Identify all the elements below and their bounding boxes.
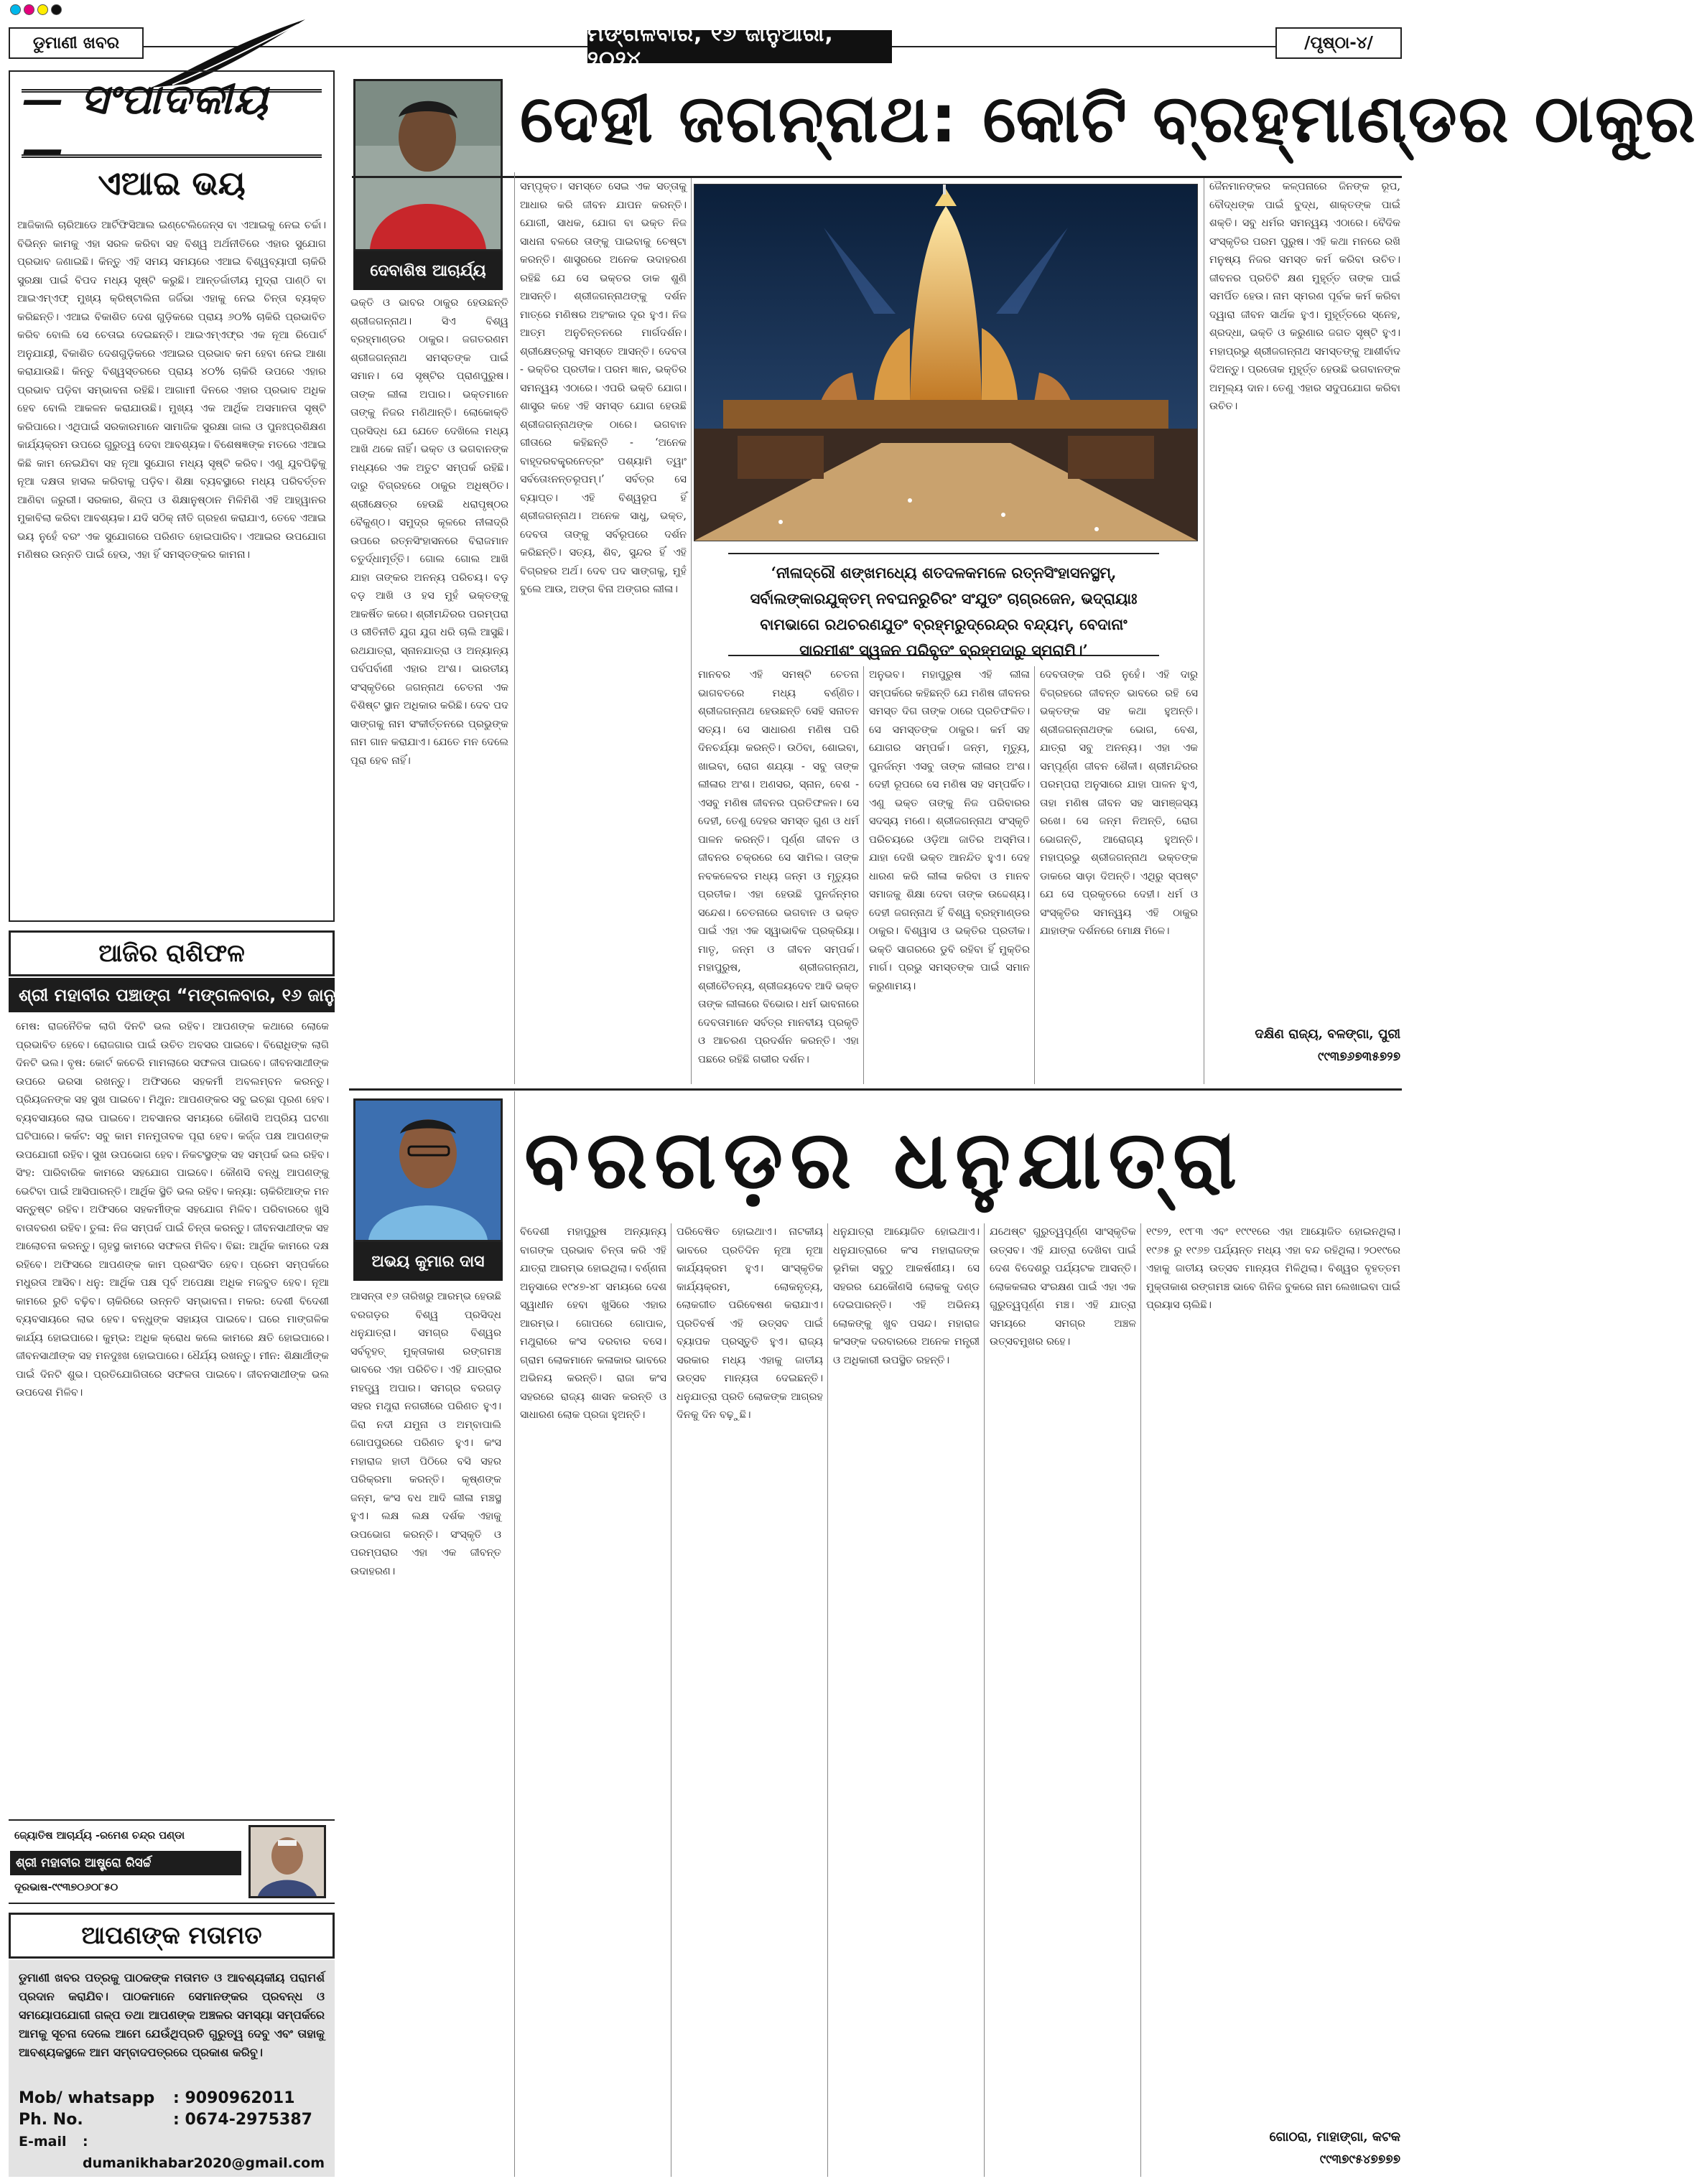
article1-col1-text: ଭକ୍ତି ଓ ଭାବର ଠାକୁର ହେଉଛନ୍ତି ଶ୍ରୀଜଗନ୍ନାଥ। ସିଏ ବିଶ୍ୱ ବ୍ରହ୍ମାଣ୍ଡର ଠାକୁର। ଜଗତରଣମ ଶ୍ରୀଜଗନ୍ନାଥ ସମସ୍ତଙ୍କ ପାଇଁ ସମାନ। ସେ ସୃଷ୍ଟିର ପ୍ରାଣପୁରୁଷ। ତାଙ୍କ ଲୀଳା ଅପାର। ଭକ୍ତମାନେ ତାଙ୍କୁ ନିଜର ମଣିଥାନ୍ତି। ଲୋକୋକ୍ତି ପ୍ରସିଦ୍ଧ ଯେ ଯେତେ ଦେଖିଲେ ମଧ୍ୟ ଆଖି ଥକେ ନାହିଁ। ଭକ୍ତ ଓ ଭଗବାନଙ୍କ ମଧ୍ୟରେ ଏକ ଅତୁଟ ସମ୍ପର୍କ ରହିଛି। ଦାରୁ ବିଗ୍ରହରେ ଠାକୁର ଅଧିଷ୍ଠିତ। ଶ୍ରୀକ୍ଷେତ୍ର ହେଉଛି ଧରାପୃଷ୍ଠର ବୈକୁଣ୍ଠ। ସମୁଦ୍ର କୂଳରେ ନୀଳାଦ୍ରି ଉପରେ ରତ୍ନସିଂହାସନରେ ବିରାଜମାନ ଚତୁର୍ଦ୍ଧାମୂର୍ତ୍ତି। ଗୋଲ ଗୋଲ ଆଖି ଯାହା ତାଙ୍କର ଅନନ୍ୟ ପରିଚୟ। ବଡ଼ ବଡ଼ ଆଖି ଓ ହସ ମୁହଁ ଭକ୍ତଙ୍କୁ ଆକର୍ଷିତ କରେ। ଶ୍ରୀମନ୍ଦିରର ପରମ୍ପରା ଓ ରୀତିନୀତି ଯୁଗ ଯୁଗ ଧରି ଚାଲି ଆସୁଛି। ରଥଯାତ୍ରା, ସ୍ନାନଯାତ୍ରା ଓ ଅନ୍ୟାନ୍ୟ ପର୍ବପର୍ବାଣୀ ଏହାର ଅଂଶ। ଭାରତୀୟ ସଂସ୍କୃତିରେ ଜଗନ୍ନାଥ ଚେତନା ଏକ ବିଶିଷ୍ଟ ସ୍ଥାନ ଅଧିକାର କରିଛି। ଦେବ ପଦ ସାଙ୍ଗକୁ ନାମ ସଂକୀର୍ତ୍ତନରେ ପ୍ରଭୁଙ୍କ ନାମ ଗାନ କରାଯାଏ। ଯେତେ ମନ ଦେଲେ ପୂରା ହେବ ନାହିଁ। (350, 297, 508, 767)
article1-col4: ଅନୁଭବ। ମହାପୁରୁଷ ଏହି ଲୀଳା ସମ୍ପର୍କରେ କହିଛନ୍ତି ଯେ ମଣିଷ ଜୀବନର ସମସ୍ତ ଦିଗ ତାଙ୍କ ଠାରେ ପ୍ରତିଫଳିତ। ସେ ସମସ୍ତଙ୍କ ଠାକୁର। କର୍ମ ସହ ଯୋଗର ସମ୍ପର୍କ। ଜନ୍ମ, ମୃତ୍ୟୁ, ପୁନର୍ଜନ୍ମ ଏସବୁ ତାଙ୍କ ଲୀଳାର ଅଂଶ। ଦେହୀ ରୂପରେ ସେ ମଣିଷ ସହ ସମ୍ପର୍କିତ। ଏଣୁ ଭକ୍ତ ତାଙ୍କୁ ନିଜ ପରିବାରର ସଦସ୍ୟ ମଣେ। ଶ୍ରୀଜଗନ୍ନାଥ ସଂସ୍କୃତି ପରିଚୟରେ ଓଡ଼ିଆ ଜାତିର ଅସ୍ମିତା। ଯାହା ଦେଖି ଭକ୍ତ ଆନନ୍ଦିତ ହୁଏ। ଦେହ ଧାରଣ କରି ଲୀଳା କରିବା ଓ ମାନବ ସମାଜକୁ ଶିକ୍ଷା ଦେବା ତାଙ୍କ ଉଦ୍ଦେଶ୍ୟ। ଦେହୀ ଜଗନ୍ନାଥ ହିଁ ବିଶ୍ୱ ବ୍ରହ୍ମାଣ୍ଡର ଠାକୁର। ବିଶ୍ୱାସ ଓ ଭକ୍ତିର ପ୍ରତୀକ। ଭକ୍ତି ସାଗରରେ ଡୁବି ରହିବା ହିଁ ମୁକ୍ତିର ମାର୍ଗ। ପ୍ରଭୁ ସମସ୍ତଙ୍କ ପାଇଁ ସମାନ କରୁଣାମୟ। (869, 669, 1030, 992)
column-rule (691, 178, 692, 1084)
article1-author-name: ଦେବାଶିଷ ଆଚାର୍ଯ୍ୟ (353, 251, 503, 290)
editorial-body: ଆଜିକାଲି ଚାରିଆଡେ ଆର୍ଟିଫିସିଆଲ ଇଣ୍ଟେଲିଜେନ୍ସ ବା ଏଆଇକୁ ନେଇ ଚର୍ଚ୍ଚା। ବିଭିନ୍ନ କାମକୁ ଏହା ସରଳ କରିବା ସହ ବିଶ୍ୱ ଅର୍ଥନୀତିରେ ଏହାର ସୁଯୋଗ ପ୍ରଭାବ ଜଣାଇଛି। କିନ୍ତୁ ଏହି ସମୟ ସମୟରେ ଏଆଇ ବିଶ୍ୱବ୍ୟାପୀ ଚାକିରି ସୁରକ୍ଷା ପାଇଁ ବିପଦ ମଧ୍ୟ ସୃଷ୍ଟି କରୁଛି। ଆନ୍ତର୍ଜାତୀୟ ମୁଦ୍ରା ପାଣ୍ଠି ବା ଆଇଏମ୍ଏଫ୍ ମୁଖ୍ୟ କ୍ରିଷ୍ଟାଲିନା ଜର୍ଜିଭା ଏହାକୁ ନେଇ ଚିନ୍ତା ବ୍ୟକ୍ତ କରିଛନ୍ତି। ଏଆଇ ବିକାଶିତ ଦେଶ ଗୁଡ଼ିକରେ ପ୍ରାୟ ୬୦% ଚାକିରି ପ୍ରଭାବିତ କରିବ ବୋଲି ସେ ଚେତାଇ ଦେଇଛନ୍ତି। ଆଇଏମ୍ଏଫ୍‌ର ଏକ ନୂଆ ରିପୋର୍ଟ ଅନୁଯାୟୀ, ବିକାଶିତ ଦେଶଗୁଡ଼ିକରେ ଏଆଇର ପ୍ରଭାବ କମ ହେବା ନେଇ ଆଶା କରାଯାଉଛି। କିନ୍ତୁ ବିଶ୍ୱସ୍ତରରେ ପ୍ରାୟ ୪୦% ଚାକିରି ଉପରେ ଏହାର ପ୍ରଭାବ ପଡ଼ିବା ସମ୍ଭାବନା ରହିଛି। ଆଗାମୀ ଦିନରେ ଏହାର ପ୍ରଭାବ ଅଧିକ ହେବ ବୋଲି ଆକଳନ କରାଯାଉଛି। ମୁଖ୍ୟ ଏକ ଆର୍ଥିକ ଅସମାନତା ସୃଷ୍ଟି କରିପାରେ। ଏଥିପାଇଁ ସରକାରମାନେ ସାମାଜିକ ସୁରକ୍ଷା ଜାଲ ଓ ପୁନଃପ୍ରଶିକ୍ଷଣ କାର୍ଯ୍ୟକ୍ରମ ଉପରେ ଗୁରୁତ୍ୱ ଦେବା ଆବଶ୍ୟକ। ବିଶେଷଜ୍ଞଙ୍କ ମତରେ ଏଆଇ କିଛି କାମ ନେଇଯିବା ସହ ନୂଆ ସୁଯୋଗ ମଧ୍ୟ ସୃଷ୍ଟି କରିବ। ଏଣୁ ଯୁବପିଢ଼ିକୁ ନୂଆ ଦକ୍ଷତା ହାସଲ କରିବାକୁ ପଡ଼ିବ। ଶିକ୍ଷା ବ୍ୟବସ୍ଥାରେ ମଧ୍ୟ ପରିବର୍ତ୍ତନ ଆଣିବା ଜରୁରୀ। ସରକାର, ଶିଳ୍ପ ଓ ଶିକ୍ଷାନୁଷ୍ଠାନ ମିଳିମିଶି ଏହି ଆହ୍ୱାନର ମୁକାବିଲା କରିବା ଆବଶ୍ୟକ। ଯଦି ସଠିକ୍ ନୀତି ଗ୍ରହଣ କରାଯାଏ, ତେବେ ଏଆଇ ଭୟ ନୁହେଁ ବରଂ ଏକ ସୁଯୋଗରେ ପରିଣତ ହୋଇପାରିବ। ଏଆଇର ଉପଯୋଗ ମଣିଷର ଉନ୍ନତି ପାଇଁ ହେଉ, ଏହା ହିଁ ସମସ୍ତଙ୍କର କାମନା। (17, 220, 326, 561)
editorial-title: ଏଆଇ ଭୟ (98, 164, 246, 202)
email-value[interactable]: : dumanikhabar2020@gmail.com (82, 2134, 325, 2171)
horoscope-subheading: ଶ୍ରୀ ମହାବୀର ପଞ୍ଚାଙ୍ଗ “ମଙ୍ଗଳବାର, ୧୬ ଜାନୁଆରୀ, ୨୦୨୪ (9, 978, 335, 1012)
opinion-heading: ଆପଣଙ୍କ ମତାମତ (9, 1913, 335, 1959)
date-line: ମଙ୍ଗଳବାର, ୧୬ ଜାନୁଆରୀ, ୨୦୨୪ (587, 30, 892, 63)
mobile-row (19, 2088, 325, 2109)
article2-author-name: ଅଭୟ କୁମାର ଦାସ (353, 1242, 503, 1281)
column-rule (827, 1223, 828, 2177)
article1-byline-phone: ୯୯୩୭୬୭୩୫୭୨୭ (1318, 1050, 1400, 1064)
cyan-dot-icon (10, 4, 21, 15)
phone-label: Ph. No. (19, 2111, 83, 2129)
article2-col1: ଆସନ୍ତା ୧୬ ତାରିଖରୁ ଆରମ୍ଭ ହେଉଛି ବରଗଡ଼ର ବିଶ୍ୱ ପ୍ରସିଦ୍ଧ ଧନୁଯାତ୍ରା। ସମଗ୍ର ବିଶ୍ୱର ସର୍ବବୃହତ୍ ମୁକ୍ତାକାଶ ରଙ୍ଗମଞ୍ଚ ଭାବରେ ଏହା ପରିଚିତ। ଏହି ଯାତ୍ରାର ମହତ୍ତ୍ୱ ଅପାର। ସମଗ୍ର ବରଗଡ଼ ସହର ମଥୁରା ନଗରୀରେ ପରିଣତ ହୁଏ। ଜିରା ନଦୀ ଯମୁନା ଓ ଅମ୍ବାପାଲି ଗୋପପୁରରେ ପରିଣତ ହୁଏ। କଂସ ମହାରାଜ ହାତୀ ପିଠିରେ ବସି ସହର ପରିକ୍ରମା କରନ୍ତି। କୃଷ୍ଣଙ୍କ ଜନ୍ମ, କଂସ ବଧ ଆଦି ଲୀଳା ମଞ୍ଚସ୍ଥ ହୁଏ। ଲକ୍ଷ ଲକ୍ଷ ଦର୍ଶକ ଏହାକୁ ଉପଭୋଗ କରନ୍ତି। ସଂସ୍କୃତି ଓ ପରମ୍ପରାର ଏହା ଏକ ଜୀବନ୍ତ ଉଦାହରଣ। (350, 1291, 501, 1577)
opinion-box (9, 1960, 335, 2177)
astrologer-name: ଜ୍ୟୋତିଷ ଆଚାର୍ଯ୍ୟ -ରମେଶ ଚନ୍ଦ୍ର ପଣ୍ଡା (14, 1829, 185, 1842)
article2-col3: ପରିବେଷିତ ହୋଇଥାଏ। ନାଟକୀୟ ଭାବରେ ପ୍ରତିଦିନ ନୂଆ ନୂଆ କାର୍ଯ୍ୟକ୍ରମ ହୁଏ। ସାଂସ୍କୃତିକ କାର୍ଯ୍ୟକ୍ରମ, ଲୋକନୃତ୍ୟ, ଲୋକଗୀତ ପରିବେଷଣ କରାଯାଏ। ପ୍ରତିବର୍ଷ ଏହି ଉତ୍ସବ ପାଇଁ ବ୍ୟାପକ ପ୍ରସ୍ତୁତି ହୁଏ। ରାଜ୍ୟ ସରକାର ମଧ୍ୟ ଏହାକୁ ଜାତୀୟ ଉତ୍ସବ ମାନ୍ୟତା ଦେଇଛନ୍ତି। ଧନୁଯାତ୍ରା ପ୍ରତି ଲୋକଙ୍କ ଆଗ୍ରହ ଦିନକୁ ଦିନ ବଢ଼ୁଛି। (677, 1226, 823, 1421)
email-row (19, 2131, 325, 2174)
column-rule (863, 666, 864, 1084)
paper-name: ଡୁମାଣୀ ଖବର (9, 27, 144, 59)
article1-headline: ଦେହୀ ଜଗନ୍ନାଥ: କୋଟି ବ୍ରହ୍ମାଣ୍ଡର ଠାକୁର (520, 80, 1697, 157)
column-rule (984, 1223, 985, 2177)
article2-byline-place: ଗୋଠରା, ମାହାଙ୍ଗା, କଟକ (1269, 2129, 1400, 2145)
horoscope-body: ମେଷ: ରାଜନୈତିକ ଲାଗି ଦିନଟି ଭଲ ରହିବ। ଆପଣଙ୍କ କଥାରେ ଲୋକେ ପ୍ରଭାବିତ ହେବେ। ରୋଜଗାର ପାଇଁ ଉଚିତ ଅବସର ପାଇବେ। ବିରୋଧିଙ୍କ ଲାଗି ଦିନଟି ଭଲ। ବୃଷ: କୋର୍ଟ କଚେରି ମାମଲାରେ ସଫଳତା ପାଇବେ। ଜୀବନସାଥୀଙ୍କ ଉପରେ ଭରସା ରଖନ୍ତୁ। ଅଫିସରେ ସହକର୍ମୀ ଅବଲମ୍ବନ କରନ୍ତୁ। ପ୍ରିୟଜନଙ୍କ ସହ ସୁଖ ପାଇବେ। ମିଥୁନ: ଆପଣଙ୍କର ସବୁ ଇଚ୍ଛା ପୂରଣ ହେବ। ବ୍ୟବସାୟରେ ଲାଭ ପାଇବେ। ଅବସାନର ସମୟରେ କୌଣସି ଅପ୍ରିୟ ଘଟଣା ଘଟିପାରେ। କର୍କଟ: ସବୁ କାମ ମନମୁତାବକ ପୂରା ହେବ। କର୍ଜ୍ଜ ପକ୍ଷ ଆପଣଙ୍କ ଉପଯୋଗୀ ରହିବ। ସୁଖ ଉପଭୋଗ ହେବ। ନିକଟସ୍ଥଙ୍କ ସହ ସମ୍ପର୍କ ଭଲ ରହିବ। ସିଂହ: ପାରିବାରିକ କାମରେ ସହଯୋଗ ପାଇବେ। କୌଣସି ବନ୍ଧୁ ଆପଣଙ୍କୁ ଭେଟିବା ପାଇଁ ଆସିପାରନ୍ତି। ଆର୍ଥିକ ସ୍ଥିତି ଭଲ ରହିବ। କନ୍ୟା: ଚାକିରିଆଙ୍କ ମନ ସନ୍ତୁଷ୍ଟ ରହିବ। ଅଫିସରେ ସହକର୍ମୀଙ୍କ ସହଯୋଗ ମିଳିବ। ପରିବାରରେ ଖୁସି ବାତାବରଣ ରହିବ। ତୁଳା: ନିଜ ସମ୍ପର୍କ ପାଇଁ ଚିନ୍ତା କରନ୍ତୁ। ଜୀବନସାଥୀଙ୍କ ସହ ଆଲୋଚନା କରନ୍ତୁ। ଗୃହସ୍ଥ କାମରେ ସଫଳତା ମିଳିବ। ବିଛା: ଆର୍ଥିକ କାମରେ ଦକ୍ଷ ରହିବେ। ଅଫିସରେ ଆପଣଙ୍କ କାମ ପ୍ରଶଂସିତ ହେବ। ପ୍ରେମ ସମ୍ପର୍କରେ ମଧୁରତା ଆସିବ। ଧନୁ: ଆର୍ଥିକ ପକ୍ଷ ପୂର୍ବ ଅପେକ୍ଷା ଅଧିକ ମଜବୁତ ହେବ। ନୂଆ କାମରେ ରୁଚି ବଢ଼ିବ। ଚାକିରିରେ ଉନ୍ନତି ସମ୍ଭାବନା। ମକର: ଦେଶୀ ବିଦେଶୀ ବ୍ୟବସାୟରେ ଲାଭ ହେବ। ବନ୍ଧୁଙ୍କ ସହାୟତା ପାଇବେ। ଘରେ ମାଙ୍ଗଳିକ କାର୍ଯ୍ୟ ହୋଇପାରେ। କୁମ୍ଭ: ଅଧିକ କ୍ରୋଧ କଲେ କାମରେ କ୍ଷତି ହୋଇପାରେ। ଜୀବନସାଥୀଙ୍କ ସହ ମନଦୁଃଖ ହୋଇପାରେ। ଧୈର୍ଯ୍ୟ ରଖନ୍ତୁ। ମୀନ: ଶିକ୍ଷାର୍ଥୀଙ୍କ ପାଇଁ ଦିନଟି ଶୁଭ। ପ୍ରତିଯୋଗିତାରେ ସଫଳତା ପାଇବେ। ଜୀବନସାଥୀଙ୍କ ଭଲ ଉପଦେଶ ମିଳିବ। (16, 1021, 329, 1399)
jagannath-temple-image (694, 184, 1198, 541)
article2-col4: ଧନୁଯାତ୍ରା ଆୟୋଜିତ ହୋଇଥାଏ। ଧନୁଯାତ୍ରାରେ କଂସ ମହାରାଜଙ୍କ ଭୂମିକା ସବୁଠୁ ଆକର୍ଷଣୀୟ। ସେ ସହରର ଯେକୌଣସି ଲୋକକୁ ଦଣ୍ଡ ଦେଇପାରନ୍ତି। ଏହି ଅଭିନୟ ଲୋକଙ୍କୁ ଖୁବ ପସନ୍ଦ। ମହାରାଜ କଂସଙ୍କ ଦରବାରରେ ଅନେକ ମନ୍ତ୍ରୀ ଓ ଅଧିକାରୀ ଉପସ୍ଥିତ ରହନ୍ତି। (833, 1226, 980, 1366)
column-rule (514, 1091, 515, 2177)
article2-col5: ଯଥେଷ୍ଟ ଗୁରୁତ୍ୱପୂର୍ଣ୍ଣ ସାଂସ୍କୃତିକ ଉତ୍ସବ। ଏହି ଯାତ୍ରା ଦେଖିବା ପାଇଁ ଦେଶ ବିଦେଶରୁ ପର୍ଯ୍ୟଟକ ଆସନ୍ତି। ଲୋକକଳାର ସଂରକ୍ଷଣ ପାଇଁ ଏହା ଏକ ଗୁରୁତ୍ୱପୂର୍ଣ୍ଣ ମଞ୍ଚ। ଏହି ଯାତ୍ରା ସମୟରେ ସମଗ୍ର ଅଞ୍ଚଳ ଉତ୍ସବମୁଖର ରହେ। (990, 1226, 1136, 1348)
mobile-value[interactable]: : 9090962011 (173, 2089, 295, 2107)
article1-byline-place: ଦକ୍ଷିଣ ରାଜ୍ୟ, ବଳଙ୍ଗା, ପୁରୀ (1255, 1027, 1400, 1042)
article2-headline: ବରଗଡ଼ର ଧନୁଯାତ୍ରା (524, 1114, 1245, 1207)
article-divider (349, 1088, 1402, 1091)
email-label: E-mail (19, 2134, 67, 2150)
horoscope-heading: ଆଜିର ରାଶିଫଳ (9, 930, 335, 976)
magenta-dot-icon (24, 4, 34, 15)
article1-author-photo (353, 79, 503, 251)
article1-col6: ଜୈନମାନଙ୍କର କଳ୍ପନାରେ ଜିନଙ୍କ ରୂପ, ବୌଦ୍ଧଙ୍କ ପାଇଁ ବୁଦ୍ଧ, ଶାକ୍ତଙ୍କ ପାଇଁ ଶକ୍ତି। ସବୁ ଧର୍ମର ସମନ୍ୱୟ ଏଠାରେ। ବୈଦିକ ସଂସ୍କୃତିର ପରମ ପୁରୁଷ। ଏହି କଥା ମନରେ ରଖି ମନୁଷ୍ୟ ନିଜର ସମସ୍ତ କର୍ମ କରିବା ଉଚିତ। ଜୀବନର ପ୍ରତିଟି କ୍ଷଣ ମୁହୂର୍ତ୍ତ ତାଙ୍କ ପାଇଁ ସମର୍ପିତ ହେଉ। ନାମ ସ୍ମରଣ ପୂର୍ବକ କର୍ମ କରିବା ଦ୍ୱାରା ଜୀବନ ସାର୍ଥକ ହୁଏ। ମୁହୂର୍ତ୍ତରେ ସ୍ନେହ, ଶ୍ରଦ୍ଧା, ଭକ୍ତି ଓ କରୁଣାର ଜଗତ ସୃଷ୍ଟି ହୁଏ। ମହାପ୍ରଭୁ ଶ୍ରୀଜଗନ୍ନାଥ ସମସ୍ତଙ୍କୁ ଆଶୀର୍ବାଦ ଦିଅନ୍ତୁ। ପ୍ରତୋକ ମୁହୂର୍ତ୍ତ ହେଉଛି ଭଗବାନଙ୍କ ଅମୂଲ୍ୟ ଦାନ। ତେଣୁ ଏହାର ସଦୁପଯୋଗ କରିବା ଉଚିତ। (1209, 181, 1400, 412)
mobile-label: Mob/ whatsapp (19, 2089, 155, 2107)
astrologer-photo (248, 1825, 326, 1898)
black-dot-icon (51, 4, 62, 15)
opinion-body: ଡୁମାଣୀ ଖବର ପତ୍ରକୁ ପାଠକଙ୍କ ମତାମତ ଓ ଆବଶ୍ୟକୀୟ ପରାମର୍ଶ ପ୍ରଦାନ କରାଯିବ। ପାଠକମାନେ ସେମାନଙ୍କର ପ୍ରବନ୍ଧ ଓ ସମୟୋପଯୋଗୀ ଗଳ୍ପ ତଥା ଆପଣଙ୍କ ଅଞ୍ଚଳର ସମସ୍ୟା ସମ୍ପର୍କରେ ଆମକୁ ସୂଚନା ଦେଲେ ଆମେ ଯେଉଁଥିପ୍ରତି ଗୁରୁତ୍ୱ ଦେବୁ ଏବଂ ତାହାକୁ ଆବଶ୍ୟକସ୍ଥଳେ ଆମ ସମ୍ବାଦପତ୍ରରେ ପ୍ରକାଶ କରିବୁ। (19, 1971, 325, 2059)
article2-col2: ବିଦେଶୀ ମହାପୁରୁଷ ଅନ୍ୟାନ୍ୟ ବାଗଙ୍କ ପ୍ରଭାବ ଚିନ୍ତା କରି ଏହି ଯାତ୍ରା ଆରମ୍ଭ ହୋଇଥିଲା। ବର୍ଣ୍ଣନା ଅନୁସାରେ ୧୯୪୭-୪୮ ସମୟରେ ଦେଶ ସ୍ୱାଧୀନ ହେବା ଖୁସିରେ ଏହାର ଆରମ୍ଭ। ଗୋପରେ ଗୋପାଳ, ମଥୁରାରେ କଂସ ଦରବାର ବସେ। ଗ୍ରାମ ଲୋକମାନେ କଳାକାର ଭାବରେ ଅଭିନୟ କରନ୍ତି। ରାଜା କଂସ ସହରରେ ରାଜ୍ୟ ଶାସନ କରନ୍ତି ଓ ସାଧାରଣ ଲୋକ ପ୍ରଜା ହୁଅନ୍ତି। (520, 1226, 666, 1421)
yellow-dot-icon (37, 4, 48, 15)
column-rule (1034, 666, 1035, 1084)
article1-col3: ମାନବର ଏହି ସମଷ୍ଟି ଚେତନା ଭାଗବତରେ ମଧ୍ୟ ବର୍ଣ୍ଣିତ। ଶ୍ରୀଜଗନ୍ନାଥ ହେଉଛନ୍ତି ସେହି ସନାତନ ସତ୍ୟ। ସେ ସାଧାରଣ ମଣିଷ ପରି ଦିନଚର୍ଯ୍ୟା କରନ୍ତି। ଉଠିବା, ଶୋଇବା, ଖାଇବା, ରୋଗ ଶଯ୍ୟା - ସବୁ ତାଙ୍କ ଲୀଳାର ଅଂଶ। ଅଣସର, ସ୍ନାନ, ବେଶ - ଏସବୁ ମଣିଷ ଜୀବନର ପ୍ରତିଫଳନ। ସେ ଦେହୀ, ତେଣୁ ଦେହର ସମସ୍ତ ଗୁଣ ଓ ଧର୍ମ ପାଳନ କରନ୍ତି। ପୂର୍ଣ୍ଣ ଜୀବନ ଓ ଜୀବନର ଚକ୍ରରେ ସେ ସାମିଲ। ତାଙ୍କ ନବକଳେବର ମଧ୍ୟ ଜନ୍ମ ଓ ମୃତ୍ୟୁର ପ୍ରତୀକ। ଏହା ହେଉଛି ପୁନର୍ଜନ୍ମର ସନ୍ଦେଶ। ଚେତନାରେ ଭଗବାନ ଓ ଭକ୍ତ ପାଇଁ ଏହା ଏକ ସ୍ୱାଭାବିକ ପ୍ରକ୍ରିୟା। ମାତୃ, ଜନ୍ମ ଓ ଜୀବନ ସମ୍ପର୍କ। ମହାପୁରୁଷ, ଶ୍ରୀଜଗନ୍ନାଥ, ଶ୍ରୀଚୈତନ୍ୟ, ଶ୍ରୀଜୟଦେବ ଆଦି ଭକ୍ତ ତାଙ୍କ ଲୀଳାରେ ବିଭୋର। ଧର୍ମ ଭାବନାରେ ଦେବତାମାନେ ସର୍ବତ୍ର ମାନବୀୟ ପ୍ରକୃତି ଓ ଆଚରଣ ପ୍ରଦର୍ଶନ କରନ୍ତି। ଏହା ପଛରେ ରହିଛି ଗଭୀର ଦର୍ଶନ। (698, 669, 859, 1065)
column-rule (514, 172, 515, 1084)
article2-author-photo (353, 1098, 503, 1242)
article1-verse-caption: ‘ନୀଳାଦ୍ରୌ ଶଙ୍ଖମଧ୍ୟେ ଶତଦଳକମଳେ ରତ୍ନସିଂହାସନସ୍ଥମ୍, ସର୍ବାଲଙ୍କାରଯୁକ୍ତମ୍ ନବଘନରୁଚିରଂ ସଂଯୁତଂ ଚାଗ୍ରଜେନ, ଭଦ୍ରାୟାଃ ବାମଭାଗେ ରଥଚରଣଯୁତଂ ବ୍ରହ୍ମରୁଦ୍ରେନ୍ଦ୍ର ବନ୍ଦ୍ୟମ୍, ବେଦାନାଂ ସାରମୀଶଂ ସ୍ୱଜନ ପରିବୃତଂ ବ୍ରହ୍ମଦାରୁ ସ୍ମରାମି।’ (728, 553, 1159, 656)
astrologer-org: ଶ୍ରୀ ମହାବୀର ଆଷ୍ଟ୍ରୋ ରିସର୍ଚ୍ଚ (10, 1851, 241, 1875)
article1-col2: ସମ୍ପୃକ୍ତ। ସମସ୍ତେ ସେଇ ଏକ ସତ୍ତାକୁ ଆଧାର କରି ଜୀବନ ଯାପନ କରନ୍ତି। ଯୋଗୀ, ସାଧକ, ଯୋଗ ବା ଭକ୍ତ ନିଜ ସାଧନା ବଳରେ ତାଙ୍କୁ ପାଇବାକୁ ଚେଷ୍ଟା କରନ୍ତି। ଶାସ୍ତ୍ରରେ ଅନେକ ଉଦାହରଣ ରହିଛି ଯେ ସେ ଭକ୍ତର ଡାକ ଶୁଣି ଆସନ୍ତି। ଶ୍ରୀଜଗନ୍ନାଥଙ୍କୁ ଦର୍ଶନ ମାତ୍ରେ ମଣିଷର ଅହଂକାର ଦୂର ହୁଏ। ନିଜ ଆତ୍ମ ଅନୁଚିନ୍ତନରେ ମାର୍ଗଦର୍ଶନ। ଶ୍ରୀକ୍ଷେତ୍ରକୁ ସମସ୍ତେ ଆସନ୍ତି। ଦେବତା - ଭକ୍ତିର ପ୍ରତୀକ। ପରମ ଜ୍ଞାନ, ଭକ୍ତିର ସମନ୍ୱୟ ଏଠାରେ। ଏପରି ଭକ୍ତି ଯୋଗ। ଶାସ୍ତ୍ର କହେ ଏହି ସମସ୍ତ ଯୋଗ ହେଉଛି ଶ୍ରୀଜଗନ୍ନାଥଙ୍କ ଠାରେ। ଭଗବାନ ଗୀତାରେ କହିଛନ୍ତି - ‘ଅନେକ ବାହୂଦରବକ୍ତ୍ରନେତ୍ରଂ ପଶ୍ୟାମି ତ୍ୱାଂ ସର୍ବତୋଽନନ୍ତରୂପମ୍।’ ସର୍ବତ୍ର ସେ ବ୍ୟାପ୍ତ। ଏହି ବିଶ୍ୱରୂପ ହିଁ ଶ୍ରୀଜଗନ୍ନାଥ। ଅନେକ ସାଧୁ, ଭକ୍ତ, ଦେବତା ତାଙ୍କୁ ସର୍ବରୂପରେ ଦର୍ଶନ କରିଛନ୍ତି। ସତ୍ୟ, ଶିବ, ସୁନ୍ଦର ହିଁ ଏହି ବିଗ୍ରହର ଅର୍ଥ। ଦେବ ପଦ ସାଙ୍ଗକୁ, ମୁହଁ ବୁଲେ ଆଉ, ଅଙ୍ଗ ବିନା ଅଙ୍ଗର ଲୀଳା। (520, 181, 687, 595)
phone-value[interactable]: : 0674-2975387 (173, 2111, 312, 2129)
editorial-banner: — ସଂପାଦକୀୟ — (22, 89, 322, 158)
page-label: /ପୃଷ୍ଠା-୪/ (1275, 27, 1402, 59)
cmyk-registration-marks (10, 4, 65, 18)
astrologer-phone: ଦୂରଭାଷ-୯୯୩୭୦୬୦୮୫୦ (14, 1881, 118, 1893)
phone-row (19, 2109, 325, 2131)
article2-col6: ୧୯୭୨, ୧୯୮୩ ଏବଂ ୧୯୯୧ରେ ଏହା ଆୟୋଜିତ ହୋଇନଥିଲା। ୧୯୬୫ ରୁ ୧୯୬୭ ପର୍ଯ୍ୟନ୍ତ ମଧ୍ୟ ଏହା ବନ୍ଦ ରହିଥିଲା। ୨୦୧୯ରେ ଏହାକୁ ଜାତୀୟ ଉତ୍ସବ ମାନ୍ୟତା ମିଳିଥିଲା। ବିଶ୍ୱର ବୃହତ୍ତମ ମୁକ୍ତାକାଶ ରଙ୍ଗମଞ୍ଚ ଭାବେ ଗିନିଜ ବୁକରେ ନାମ ଲେଖାଇବା ପାଇଁ ପ୍ରୟାସ ଚାଲିଛି। (1146, 1226, 1400, 1311)
article2-byline-phone: ୯୯୩୭୯୫୪୭୭୭୭ (1319, 2152, 1400, 2167)
column-rule (1140, 1223, 1141, 2177)
article1-col5: ଦେବତାଙ୍କ ପରି ନୁହେଁ। ଏହି ଦାରୁ ବିଗ୍ରହରେ ଜୀବନ୍ତ ଭାବରେ ରହି ସେ ଭକ୍ତଙ୍କ ସହ କଥା ହୁଅନ୍ତି। ଶ୍ରୀଜଗନ୍ନାଥଙ୍କ ଭୋଗ, ବେଶ, ଯାତ୍ରା ସବୁ ଅନନ୍ୟ। ଏହା ଏକ ସମ୍ପୂର୍ଣ୍ଣ ଜୀବନ ଶୈଳୀ। ଶ୍ରୀମନ୍ଦିରର ପରମ୍ପରା ଅନୁସାରେ ଯାହା ପାଳନ ହୁଏ, ତାହା ମଣିଷ ଜୀବନ ସହ ସାମଞ୍ଜସ୍ୟ ରଖେ। ସେ ଜନ୍ମ ନିଅନ୍ତି, ରୋଗ ଭୋଗନ୍ତି, ଆରୋଗ୍ୟ ହୁଅନ୍ତି। ମହାପ୍ରଭୁ ଶ୍ରୀଜଗନ୍ନାଥ ଭକ୍ତଙ୍କ ଡାକରେ ସାଡ଼ା ଦିଅନ୍ତି। ଏଥିରୁ ସ୍ପଷ୍ଟ ଯେ ସେ ପ୍ରକୃତରେ ଦେହୀ। ଧର୍ମ ଓ ସଂସ୍କୃତିର ସମନ୍ୱୟ ଏହି ଠାକୁର ଯାହାଙ୍କ ଦର୍ଶନରେ ମୋକ୍ଷ ମିଳେ। (1040, 669, 1198, 937)
article1-col1 (350, 294, 508, 1084)
